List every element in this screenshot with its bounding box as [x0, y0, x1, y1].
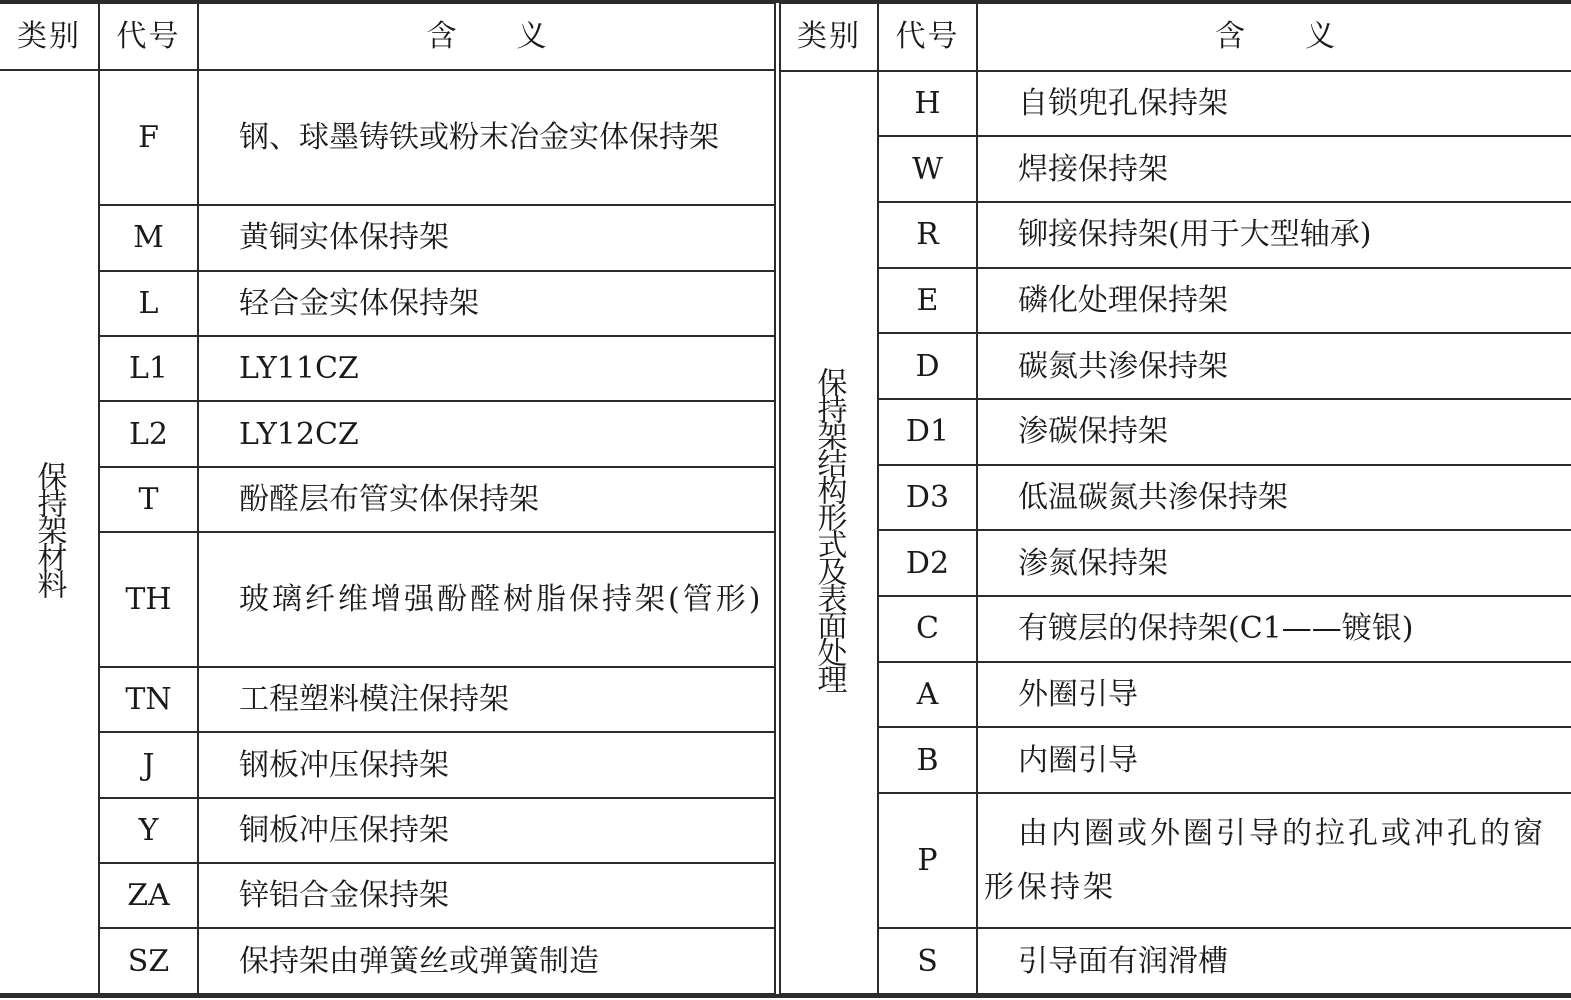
meaning-cell: 锌铝合金保持架: [198, 863, 775, 928]
header-code: 代号: [878, 3, 977, 71]
left-category-cell: [0, 70, 99, 994]
meaning-cell: 碳氮共渗保持架: [977, 333, 1571, 399]
code-cell: L: [99, 271, 198, 336]
table-row: [780, 596, 1571, 662]
table-row: [0, 928, 775, 994]
code-cell: TN: [99, 667, 198, 732]
table-row: [0, 205, 775, 270]
header-meaning: 含义: [198, 3, 775, 70]
meaning-cell: 有镀层的保持架(C1——镀银): [977, 596, 1571, 662]
code-cell: L1: [99, 336, 198, 401]
code-cell: L2: [99, 401, 198, 466]
left-category-label: 保持架材料: [31, 461, 67, 597]
table-row: [780, 530, 1571, 596]
code-cell: A: [878, 662, 977, 728]
meaning-cell: 低温碳氮共渗保持架: [977, 465, 1571, 531]
code-cell: S: [878, 928, 977, 994]
meaning-cell: 酚醛层布管实体保持架: [198, 467, 775, 532]
right-category-label: 保持架结构形式及表面处理: [811, 366, 847, 691]
table-row: [780, 928, 1571, 994]
meaning-cell: 铜板冲压保持架: [198, 798, 775, 863]
header-code: 代号: [99, 3, 198, 70]
meaning-text: 玻璃纤维增强酚醛树脂保持架(管形): [239, 581, 764, 617]
table-row: [780, 71, 1571, 137]
code-cell: M: [99, 205, 198, 270]
code-cell: R: [878, 202, 977, 268]
meaning-cell: 焊接保持架: [977, 136, 1571, 202]
meaning-cell: 钢板冲压保持架: [198, 732, 775, 797]
table-row: [780, 727, 1571, 793]
table-row: [0, 732, 775, 797]
meaning-cell: 钢、球墨铸铁或粉末冶金实体保持架: [198, 70, 775, 205]
right-category-cell: [780, 71, 878, 994]
table-row: [0, 70, 775, 205]
code-cell: D1: [878, 399, 977, 465]
right-table: [779, 2, 1571, 995]
code-cell: P: [878, 793, 977, 928]
code-cell: D: [878, 333, 977, 399]
code-cell: B: [878, 727, 977, 793]
table-row: [780, 136, 1571, 202]
meaning-cell: 轻合金实体保持架: [198, 271, 775, 336]
table-row: [780, 268, 1571, 334]
code-cell: F: [99, 70, 198, 205]
code-cell: W: [878, 136, 977, 202]
meaning-cell: [977, 793, 1571, 928]
code-cell: D2: [878, 530, 977, 596]
code-cell: D3: [878, 465, 977, 531]
code-cell: TH: [99, 532, 198, 667]
table-row: [0, 336, 775, 401]
meaning-cell: 磷化处理保持架: [977, 268, 1571, 334]
meaning-cell: 渗氮保持架: [977, 530, 1571, 596]
table-row: [0, 863, 775, 928]
meaning-cell: 黄铜实体保持架: [198, 205, 775, 270]
meaning-cell: 保持架由弹簧丝或弹簧制造: [198, 928, 775, 994]
meaning-cell: 渗碳保持架: [977, 399, 1571, 465]
meaning-cell: 外圈引导: [977, 662, 1571, 728]
code-cell: SZ: [99, 928, 198, 994]
left-header-row: [0, 3, 775, 70]
table-row: [0, 667, 775, 732]
header-category: 类别: [0, 3, 99, 70]
table-row: [0, 532, 775, 667]
table-row: [780, 465, 1571, 531]
meaning-cell: 内圈引导: [977, 727, 1571, 793]
meaning-cell: 工程塑料模注保持架: [198, 667, 775, 732]
table-row: [0, 798, 775, 863]
code-cell: Y: [99, 798, 198, 863]
code-cell: J: [99, 732, 198, 797]
meaning-cell: [198, 532, 775, 667]
right-header-row: [780, 3, 1571, 71]
table-row: [780, 202, 1571, 268]
table-row: [780, 399, 1571, 465]
table-row: [0, 271, 775, 336]
code-cell: H: [878, 71, 977, 137]
code-cell: C: [878, 596, 977, 662]
table-row: [780, 333, 1571, 399]
table-row: [780, 662, 1571, 728]
bottom-rule: [0, 994, 1571, 998]
meaning-cell: 铆接保持架(用于大型轴承): [977, 202, 1571, 268]
left-table: [0, 2, 776, 995]
meaning-text: 由内圈或外圈引导的拉孔或冲孔的窗形保持架: [984, 815, 1546, 905]
header-category: 类别: [780, 3, 878, 71]
table-row: [780, 793, 1571, 928]
code-cell: T: [99, 467, 198, 532]
table-row: [0, 467, 775, 532]
meaning-cell: 自锁兜孔保持架: [977, 71, 1571, 137]
meaning-cell: 引导面有润滑槽: [977, 928, 1571, 994]
meaning-cell: LY12CZ: [198, 401, 775, 466]
table-row: [0, 401, 775, 466]
header-meaning: 含义: [977, 3, 1571, 71]
meaning-cell: LY11CZ: [198, 336, 775, 401]
code-cell: E: [878, 268, 977, 334]
code-cell: ZA: [99, 863, 198, 928]
